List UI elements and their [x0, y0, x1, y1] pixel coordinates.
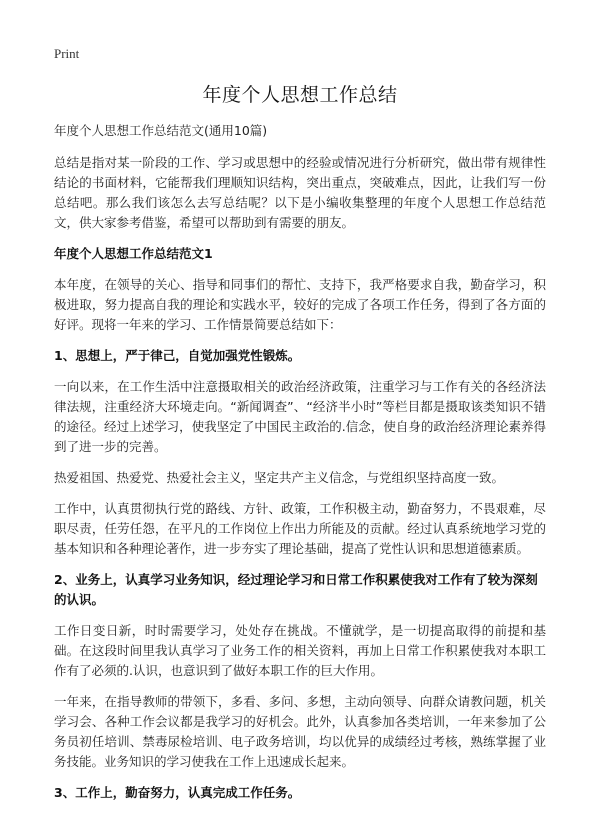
- page-title: 年度个人思想工作总结: [202, 84, 398, 106]
- section-intro-paragraph: 本年度，在领导的关心、指导和同事们的帮忙、支持下，我严格要求自我，勤奋学习，积极进取，努力提高自我的理论和实践水平，较好的完成了各项工作任务，得到了各方面的好评。现将一年来的学习、工作情景简要总结如下：: [54, 277, 546, 332]
- document-subtitle: 年度个人思想工作总结范文(通用10篇): [54, 123, 268, 138]
- print-link[interactable]: Print: [54, 46, 80, 61]
- point1-paragraph-3: 工作中，认真贯彻执行党的路线、方针、政策，工作积极主动，勤奋努力，不畏艰难，尽职尽责，任劳任怨，在平凡的工作岗位上作出力所能及的贡献。经过认真系统地学习党的基本知识和各种理论著作，进一步夯实了理论基础，提高了党性认识和思想道德素质。: [54, 501, 546, 556]
- point3-heading: 3、工作上，勤奋努力，认真完成工作任务。: [54, 785, 301, 800]
- document-body: [54, 121, 546, 814]
- point2-heading: 2、业务上，认真学习业务知识，经过理论学习和日常工作积累使我对工作有了较为深刻的认识。: [54, 572, 538, 607]
- point1-heading: 1、思想上，严于律己，自觉加强党性锻炼。: [54, 348, 301, 363]
- point2-paragraph-2: 一年来，在指导教师的带领下，多看、多问、多想，主动向领导、向群众请教问题，机关学习会、各种工作会议都是我学习的好机会。此外，认真参加各类培训，一年来参加了公务员初任培训、禁毒尿检培训、电子政务培训，均以优异的成绩经过考核，熟练掌握了业务技能。业务知识的学习使我在工作上迅速成长起来。: [54, 694, 546, 769]
- section-heading: 年度个人思想工作总结范文1: [54, 246, 213, 261]
- point2-paragraph-1: 工作日变日新，时时需要学习，处处存在挑战。不懂就学，是一切提高取得的前提和基础。在这段时间里我认真学习了业务工作的相关资料，再加上日常工作积累使我对本职工作有了必须的.认识，也意识到了做好本职工作的巨大作用。: [54, 623, 546, 678]
- point1-paragraph-2: 热爱祖国、热爱党、热爱社会主义，坚定共产主义信念，与党组织坚持高度一致。: [54, 470, 505, 485]
- intro-paragraph: 总结是指对某一阶段的工作、学习或思想中的经验或情况进行分析研究，做出带有规律性结论的书面材料，它能帮我们理顺知识结构，突出重点，突破难点，因此，让我们写一份总结吧。那么我们该怎么去写总结呢？以下是小编收集整理的年度个人思想工作总结范文，供大家参考借鉴，希望可以帮助到有需要的朋友。: [54, 155, 546, 230]
- point1-paragraph-1: 一向以来，在工作生活中注意摄取相关的政治经济政策，注重学习与工作有关的各经济法律法规，注重经济大环境走向。“新闻调查”、“经济半小时”等栏目都是摄取该类知识不错的途径。经过上述学习，使我坚定了中国民主政治的.信念，使自身的政治经济理论素养得到了进一步的完善。: [54, 379, 546, 454]
